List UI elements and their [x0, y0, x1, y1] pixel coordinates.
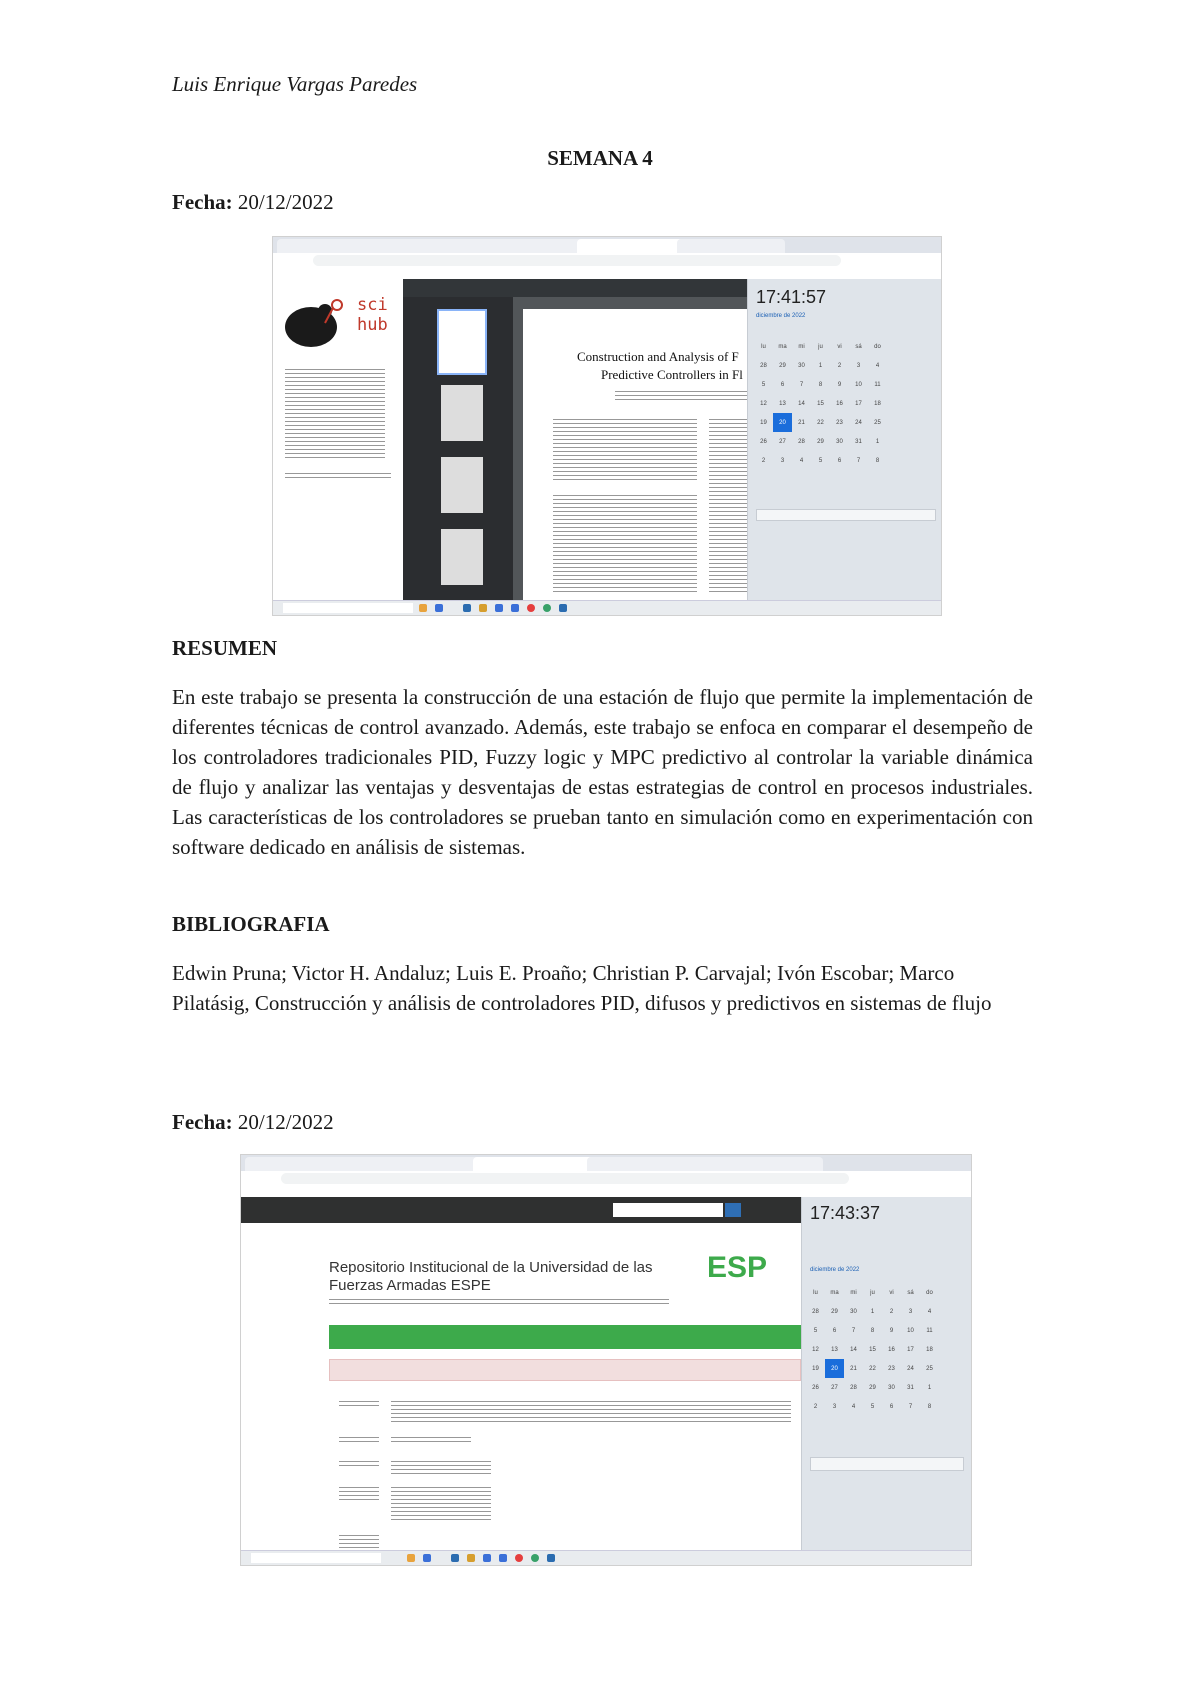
alert-box	[329, 1359, 801, 1381]
biblio-heading: BIBLIOGRAFIA	[172, 912, 330, 936]
scihub-logo	[281, 293, 345, 349]
bookmarks-bar	[273, 268, 941, 279]
calendar-month: diciembre de 2022	[756, 313, 806, 319]
address-bar	[273, 253, 941, 269]
repository-navbar	[241, 1197, 801, 1223]
scihub-hub: hub	[357, 315, 388, 335]
browser-tabbar	[273, 237, 941, 253]
clock-time-2: 17:43:37	[810, 1203, 881, 1223]
screenshot-scihub	[272, 236, 942, 616]
repository-title-line1: Repositorio Institucional de la Universidad de las	[329, 1259, 653, 1276]
biblio-text: Edwin Pruna; Victor H. Andaluz; Luis E. Proaño; Christian P. Carvajal; Ivón Escobar; Marco Pilatásig, Construcción y análisis de controladores PID, difusos y predictivos en sistemas de flujo	[172, 961, 992, 1015]
espe-logo: ESP	[707, 1251, 768, 1284]
author-name: Luis Enrique Vargas Paredes	[172, 72, 418, 96]
screenshot-espe-repository	[240, 1154, 972, 1566]
calendar-grid-2: lu ma mi ju vi sá do 28 29 30 1 2 3 4 5 6 7 8 9 10 11 12 13 14 15 16 17 18 19 20 21 22 23 24 25 26 27 28 29 30 31 1 2 3 4 5 6 7 8	[812, 1289, 933, 1410]
pdf-viewer	[403, 279, 747, 601]
date-value-2: 20/12/2022	[237, 1110, 334, 1134]
repository-title-line2: Fuerzas Armadas ESPE	[329, 1277, 491, 1294]
date-label-2: Fecha:	[172, 1110, 233, 1134]
week-title: SEMANA 4	[547, 146, 653, 170]
date-value: 20/12/2022	[237, 190, 334, 214]
pdf-title-line1: Construction and Analysis of F	[577, 349, 739, 364]
windows-calendar-panel-2	[801, 1197, 972, 1551]
scihub-sci: sci	[357, 295, 388, 315]
calendar-grid: lu ma mi ju vi sá do 28 29 30 1 2 3 4 5 6 7 8 9 10 11 12 13 14 15 16 17 18 19 20 21 22 23 24 25 26 27 28 29 30 31 1 2 3 4 5 6 7 8	[760, 343, 881, 464]
date-line-2	[172, 1110, 334, 1135]
breadcrumb-bar	[329, 1325, 801, 1349]
pdf-title-line2: Predictive Controllers in Fl	[601, 367, 743, 382]
windows-taskbar	[273, 600, 941, 615]
windows-calendar-panel	[747, 279, 942, 601]
calendar-month-2: diciembre de 2022	[810, 1267, 860, 1273]
resumen-heading: RESUMEN	[172, 636, 278, 660]
date-line-1	[172, 190, 334, 215]
clock-time: 17:41:57	[756, 287, 827, 307]
resumen-text: En este trabajo se presenta la construcción de una estación de flujo que permite la implementación de diferentes técnicas de control avanzado. Además, este trabajo se enfoca en comparar el desempeño de los controladores tradicionales PID, Fuzzy logic y MPC predictivo al controlar la variable dinámica de flujo y analizar las ventajas y desventajas de estas estrategias de control en procesos industriales. Las características de los controladores se prueban tanto en simulación como en experimentación con software dedicado en análisis de sistemas.	[172, 685, 1033, 859]
date-label: Fecha:	[172, 190, 233, 214]
